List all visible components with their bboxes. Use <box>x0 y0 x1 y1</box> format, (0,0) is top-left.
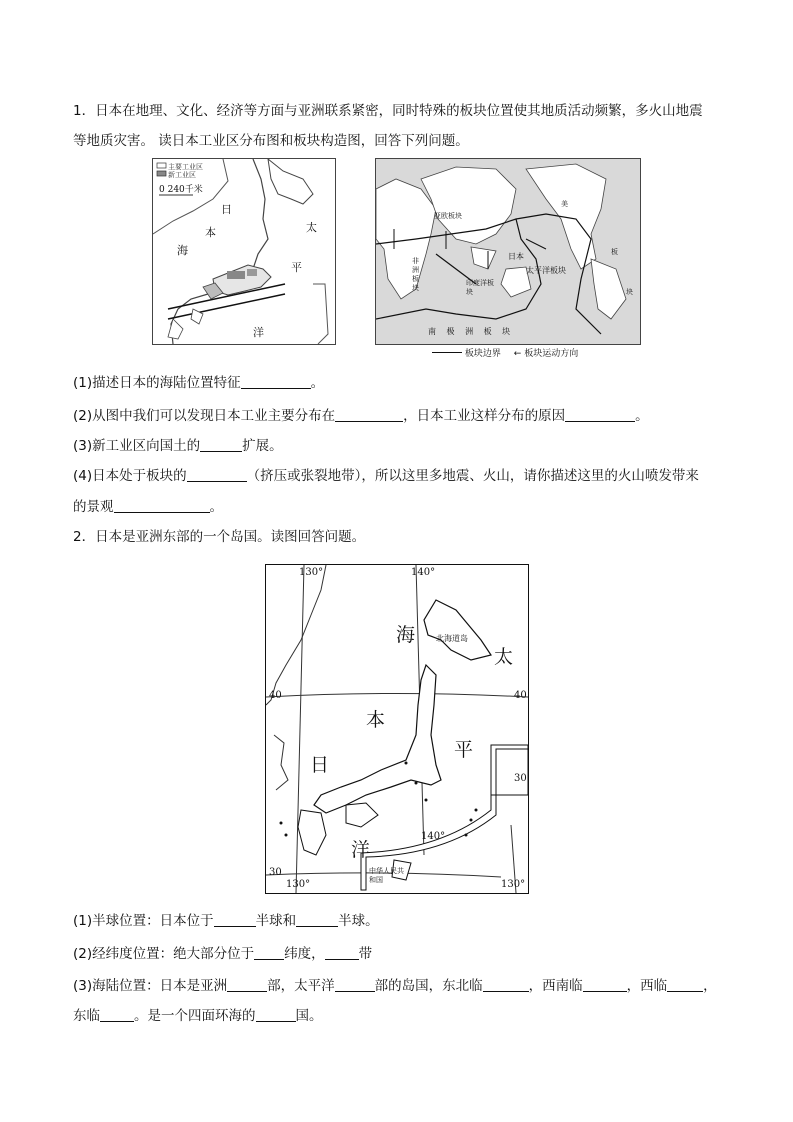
map1-label-ping: 平 <box>291 261 302 274</box>
q1-sub2-blank1[interactable] <box>335 407 403 422</box>
q2-sub1: (1)半球位置：日本位于 半球和 半球。 <box>73 913 379 929</box>
plate-pacific: 太平洋板块 <box>526 266 566 275</box>
q2-sub2-blank1[interactable] <box>254 945 284 960</box>
q2-sub3-blank1[interactable] <box>227 977 267 992</box>
map1-legend-new: 新工业区 <box>168 171 196 179</box>
q2-intro: 2．日本是亚洲东部的一个岛国。读图回答问题。 <box>73 529 366 545</box>
map3-lon140-top: 140° <box>411 567 436 578</box>
plate-japan: 日本 <box>508 252 524 261</box>
q1-sub4-blank2[interactable] <box>114 498 210 513</box>
legend-motion: 板块运动方向 <box>524 349 579 359</box>
q2-sub2: (2)经纬度位置：绝大部分位于 纬度， 带 <box>73 946 373 962</box>
map3-label-ri: 日 <box>310 754 330 776</box>
q1-sub3-blank[interactable] <box>200 437 242 452</box>
plate-tectonics-map <box>375 158 641 345</box>
map3-lat40-right: 40 <box>514 690 527 701</box>
plate-american-2: 板 <box>611 248 618 256</box>
q2-sub3-blank3[interactable] <box>483 977 529 992</box>
map1-label-ben: 本 <box>205 226 216 239</box>
q2-sub3-blank7[interactable] <box>256 1007 296 1022</box>
map3-lon140-bottom: 140° <box>421 831 446 842</box>
q2-sub1-blank1[interactable] <box>214 912 256 927</box>
q1-sub2: (2)从图中我们可以发现日本工业主要分布在 ，日本工业这样分布的原因 。 <box>73 408 649 424</box>
plate-antarctic: 南 极 洲 板 块 <box>428 327 515 336</box>
q1-intro-line1: 1．日本在地理、文化、经济等方面与亚洲联系紧密，同时特殊的板块位置使其地质活动频繁，多火山地震 <box>73 103 703 119</box>
q2-sub3-blank6[interactable] <box>100 1007 134 1022</box>
map3-china: 中华人民共和国 <box>369 867 404 884</box>
q1-sub3: (3)新工业区向国土的 扩展。 <box>73 438 283 454</box>
map3-lon130-bottom: 130° <box>286 879 311 890</box>
legend-arrow-icon: ← <box>513 349 522 359</box>
japan-industry-map <box>152 158 336 345</box>
map1-legend-main: 主要工业区 <box>168 163 203 171</box>
map3-lat30-right: 30 <box>514 773 527 784</box>
japan-latlong-map <box>265 564 529 894</box>
map1-label-ri: 日 <box>221 203 232 216</box>
q2-sub3-line1: (3)海陆位置：日本是亚洲 部，太平洋 部的岛国，东北临 ，西南临 ，西临 ， <box>73 978 717 994</box>
map3-lon130-bottom-right: 130° <box>501 879 526 890</box>
q2-sub3-line2: 东临 。是一个四面环海的 国。 <box>73 1008 323 1024</box>
plate-eurasian: 亚欧板块 <box>434 212 462 220</box>
map1-scale: 0 240千米 <box>159 185 203 195</box>
map1-label-yang: 洋 <box>253 326 264 339</box>
map3-hokkaido: 北海道岛 <box>436 634 468 643</box>
q2-sub2-blank2[interactable] <box>325 945 359 960</box>
q1-sub1-blank[interactable] <box>241 374 311 389</box>
q2-sub3-blank4[interactable] <box>583 977 627 992</box>
map3-label-yang: 洋 <box>351 839 371 861</box>
q1-sub4-line2: 的景观 。 <box>73 499 223 515</box>
q1-sub1: (1)描述日本的海陆位置特征 。 <box>73 375 325 391</box>
plate-african: 非洲板块 <box>412 257 419 292</box>
plate-american-3: 块 <box>626 288 633 296</box>
plate-indian: 印度洋板块 <box>466 279 494 296</box>
map3-label-tai: 太 <box>494 646 514 668</box>
plate-american-1: 美 <box>561 200 568 208</box>
map1-label-hai: 海 <box>177 244 188 257</box>
map3-lat30-left: 30 <box>269 867 282 878</box>
map3-label-hai: 海 <box>396 624 416 646</box>
legend-boundary: 板块边界 <box>464 349 501 359</box>
map3-lon130-top: 130° <box>299 567 324 578</box>
q2-sub3-blank5[interactable] <box>667 977 703 992</box>
map3-lat40-left: 40 <box>269 690 282 701</box>
q1-intro-line2: 等地质灾害。 读日本工业区分布图和板块构造图，回答下列问题。 <box>73 133 469 149</box>
q1-sub4-blank1[interactable] <box>187 467 247 482</box>
plate-map-legend <box>432 346 578 359</box>
q2-sub1-blank2[interactable] <box>296 912 338 927</box>
q1-sub2-blank2[interactable] <box>565 407 635 422</box>
q2-sub3-blank2[interactable] <box>335 977 375 992</box>
japan-latlong-drawing <box>266 565 528 893</box>
map3-label-ping: 平 <box>454 739 474 761</box>
map3-label-ben: 本 <box>366 709 386 731</box>
q1-sub4-line1: (4)日本处于板块的 （挤压或张裂地带），所以这里多地震、火山，请你描述这里的火山喷发带来 <box>73 468 699 484</box>
map1-label-tai: 太 <box>306 221 317 234</box>
